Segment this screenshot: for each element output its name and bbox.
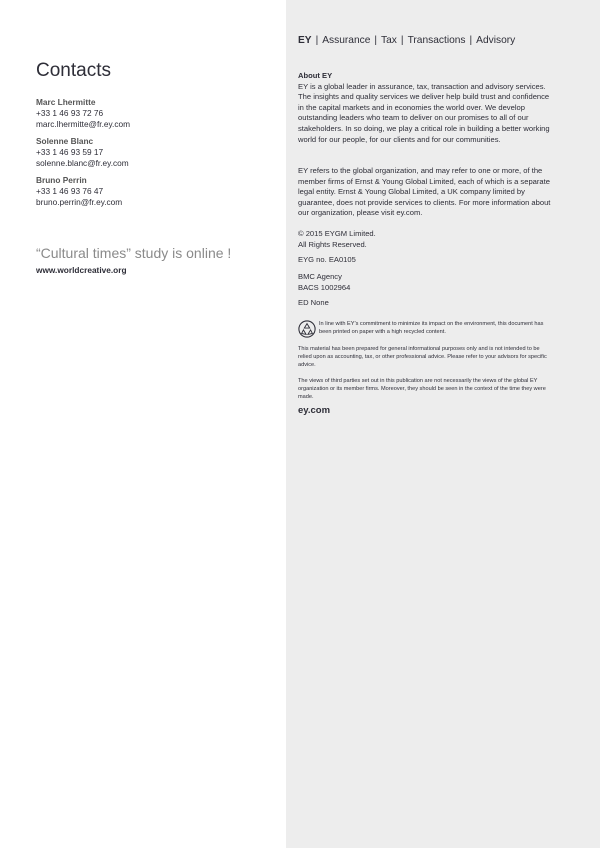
about-text: EY is a global leader in assurance, tax, transaction and advisory services. The insights and quality services we deliver help build trust and confidence in the capital markets and in economies the world over. We develop outstanding leaders who team to deliver on our promises to all of our stakeholders. In so doing, we play a critical role in building a better working world for our people, for our clients and for our communities.: [298, 81, 550, 144]
ey-website-link[interactable]: ey.com: [298, 405, 331, 416]
brand-name: EY: [298, 35, 312, 46]
contact-phone: +33 1 46 93 72 76: [36, 108, 104, 118]
website-link[interactable]: www.worldcreative.org: [36, 265, 127, 275]
contacts-title: Contacts: [36, 60, 111, 81]
eyg-number: EYG no. EA0105: [298, 255, 356, 264]
recycle-icon: [298, 320, 316, 338]
copyright-block: [298, 229, 554, 250]
service-assurance: Assurance: [322, 35, 371, 46]
contact-card: [36, 97, 130, 130]
contact-name: Marc Lhermitte: [36, 97, 96, 107]
contact-email[interactable]: solenne.blanc@fr.ey.com: [36, 158, 129, 168]
copyright-line: © 2015 EYGM Limited.: [298, 229, 376, 238]
about-section: [298, 71, 554, 145]
separator: |: [315, 35, 319, 46]
eco-text: In line with EY’s commitment to minimize its impact on the environment, this document has been printed on paper with a high recycled content.: [319, 321, 544, 335]
contact-email[interactable]: marc.lhermitte@fr.ey.com: [36, 119, 131, 129]
agency-name: BMC Agency: [298, 272, 342, 281]
refers-text: EY refers to the global organization, and may refer to one or more, of the member firms of Ernst & Young Global Limited, each of which is a separate legal entity. Ernst & Young Global Limited, a UK company limited by guarantee, does not provide services to clients. For more information about our organization, please visit ey.com.: [298, 166, 551, 218]
separator: |: [400, 35, 404, 46]
contact-name: Bruno Perrin: [36, 175, 87, 185]
rights-line: All Rights Reserved.: [298, 239, 367, 249]
ed-line: ED None: [298, 298, 329, 307]
disclaimer-views: The views of third parties set out in this publication are not necessarily the views of the global EY organization or its member firms. Moreover, they should be seen in the context of the time they were made.: [298, 378, 546, 400]
service-line-header: [298, 35, 515, 46]
agency-block: [298, 272, 554, 293]
separator: |: [374, 35, 378, 46]
service-transactions: Transactions: [407, 35, 466, 46]
contact-card: [36, 136, 129, 169]
contact-card: [36, 175, 122, 208]
contact-phone: +33 1 46 93 59 17: [36, 147, 104, 157]
agency-code: BACS 1002964: [298, 282, 351, 292]
contact-email[interactable]: bruno.perrin@fr.ey.com: [36, 197, 123, 207]
study-tagline: “Cultural times” study is online !: [36, 245, 232, 261]
separator: |: [469, 35, 473, 46]
contact-phone: +33 1 46 93 76 47: [36, 186, 104, 196]
service-tax: Tax: [381, 35, 397, 46]
disclaimer-advice: This material has been prepared for general informational purposes only and is not intended to be relied upon as accounting, tax, or other professional advice. Please refer to your advisors for specific advice.: [298, 346, 547, 368]
service-advisory: Advisory: [476, 35, 516, 46]
contact-name: Solenne Blanc: [36, 136, 94, 146]
about-heading: About EY: [298, 71, 333, 80]
left-panel: [0, 0, 286, 848]
